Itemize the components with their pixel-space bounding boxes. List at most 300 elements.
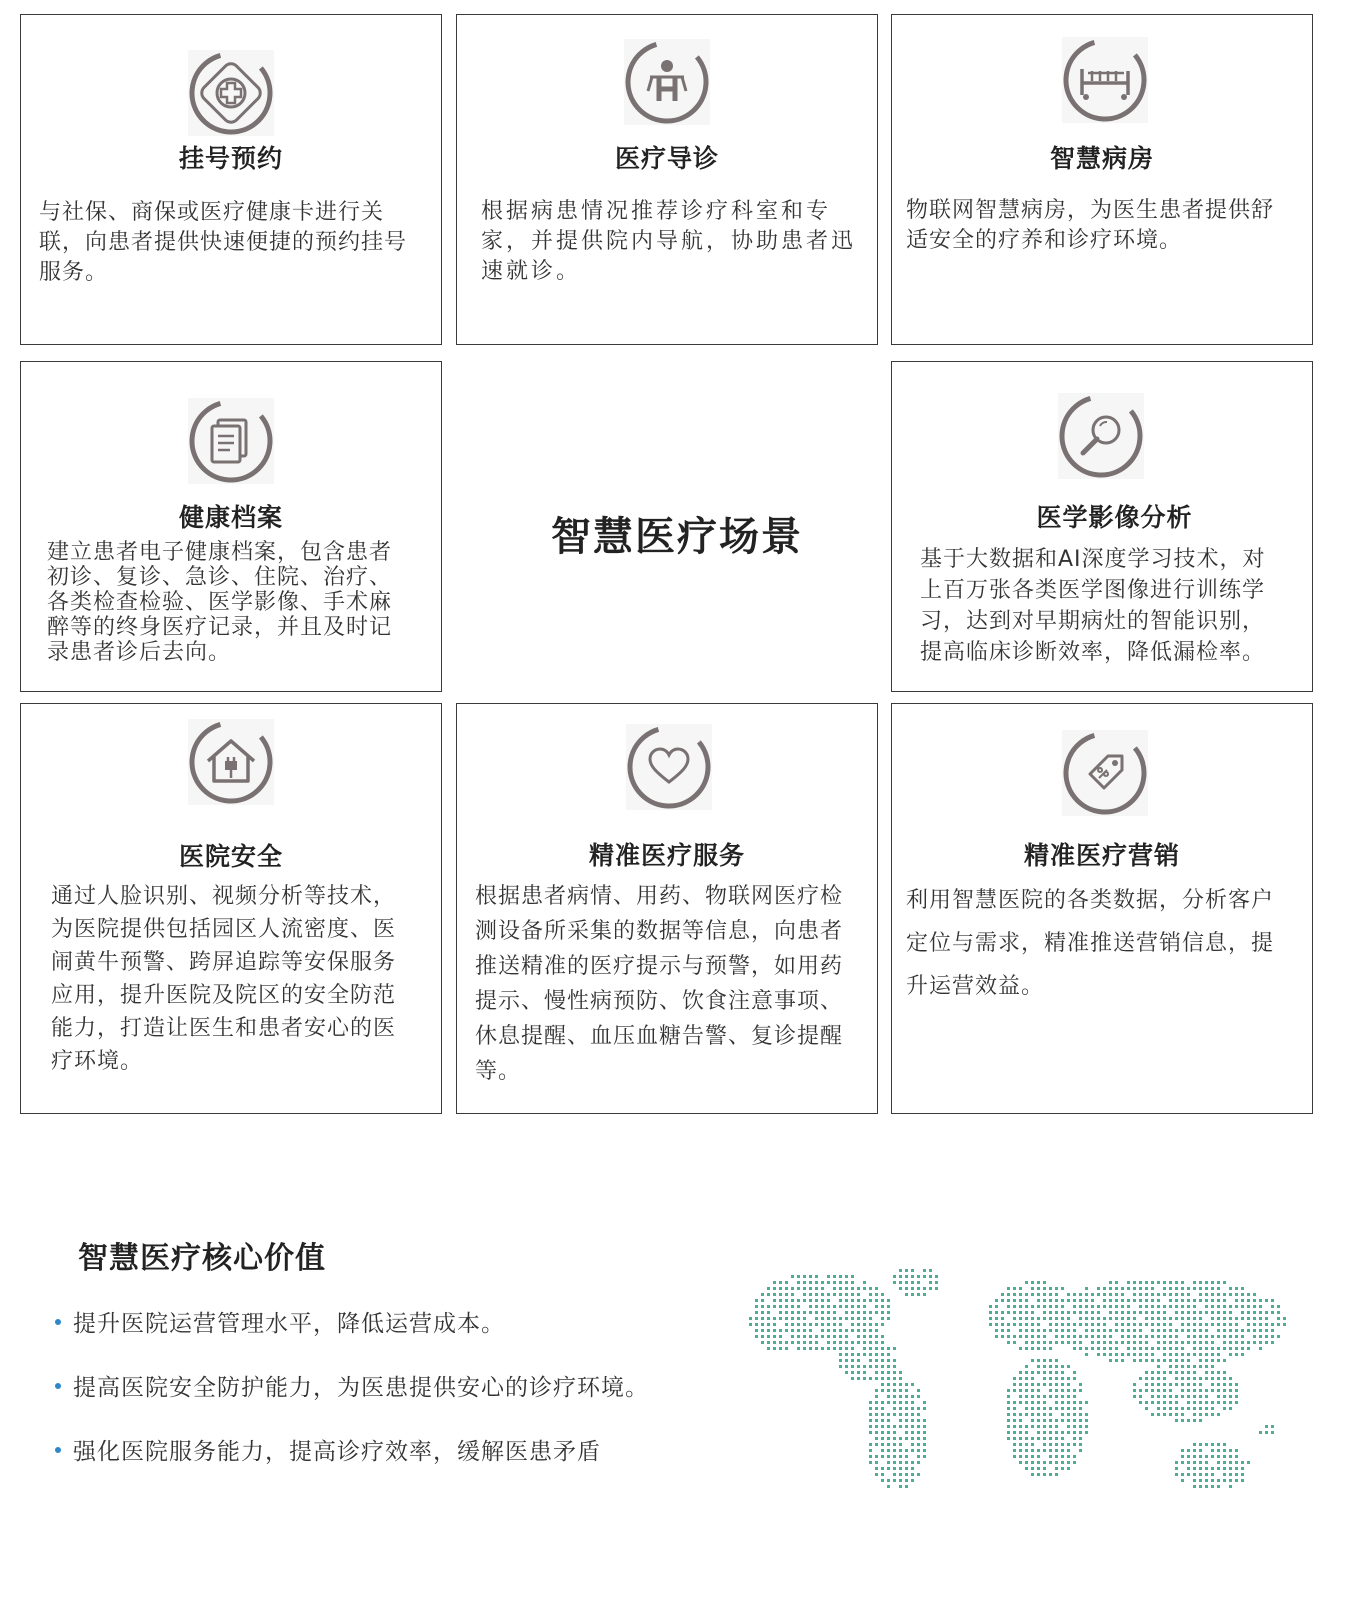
map-dot [1073, 1371, 1076, 1374]
map-dot [1025, 1407, 1028, 1410]
map-dot [1139, 1281, 1142, 1284]
map-dot [1175, 1305, 1178, 1308]
card-description: 物联网智慧病房，为医生患者提供舒 适安全的疗养和诊疗环境。 [906, 198, 1275, 253]
map-dot [1139, 1311, 1142, 1314]
map-dot [1205, 1341, 1208, 1344]
map-dot [1031, 1401, 1034, 1404]
map-dot [1133, 1353, 1136, 1356]
map-dot [1031, 1323, 1034, 1326]
map-dot [1205, 1401, 1208, 1404]
map-dot [1007, 1431, 1010, 1434]
map-dot [1061, 1455, 1064, 1458]
map-dot [755, 1317, 758, 1320]
map-dot [1019, 1401, 1022, 1404]
map-dot [1031, 1419, 1034, 1422]
map-dot [821, 1305, 824, 1308]
map-dot [869, 1449, 872, 1452]
map-dot [1133, 1341, 1136, 1344]
map-dot [755, 1329, 758, 1332]
map-dot [881, 1401, 884, 1404]
map-dot [1217, 1485, 1220, 1488]
map-dot [1253, 1317, 1256, 1320]
map-dot [1253, 1305, 1256, 1308]
card-precision-service[interactable] [456, 703, 878, 1114]
card-precision-marketing[interactable] [891, 703, 1313, 1114]
map-dot [1211, 1371, 1214, 1374]
map-dot [923, 1431, 926, 1434]
map-dot [839, 1365, 842, 1368]
map-dot [1007, 1419, 1010, 1422]
map-dot [1025, 1281, 1028, 1284]
map-dot [1085, 1413, 1088, 1416]
map-dot [1253, 1341, 1256, 1344]
map-dot [1127, 1353, 1130, 1356]
map-dot [803, 1311, 806, 1314]
map-dot [875, 1323, 878, 1326]
map-dot [1133, 1287, 1136, 1290]
map-dot [1241, 1299, 1244, 1302]
map-dot [1145, 1359, 1148, 1362]
map-dot [1121, 1287, 1124, 1290]
map-dot [893, 1473, 896, 1476]
map-dot [1175, 1383, 1178, 1386]
map-dot [1079, 1425, 1082, 1428]
map-dot [1217, 1317, 1220, 1320]
map-dot [1199, 1467, 1202, 1470]
map-dot [1187, 1335, 1190, 1338]
map-dot [1013, 1389, 1016, 1392]
map-dot [1109, 1287, 1112, 1290]
map-dot [1043, 1443, 1046, 1446]
map-dot [887, 1311, 890, 1314]
map-dot [869, 1293, 872, 1296]
map-dot [815, 1281, 818, 1284]
map-dot [1037, 1299, 1040, 1302]
map-dot [905, 1389, 908, 1392]
map-dot [839, 1335, 842, 1338]
map-dot [839, 1287, 842, 1290]
map-dot [803, 1335, 806, 1338]
map-dot [1067, 1365, 1070, 1368]
map-dot [1007, 1413, 1010, 1416]
map-dot [1049, 1413, 1052, 1416]
map-dot [803, 1329, 806, 1332]
map-dot [1073, 1443, 1076, 1446]
map-dot [1169, 1281, 1172, 1284]
map-dot [899, 1413, 902, 1416]
map-dot [1223, 1479, 1226, 1482]
map-dot [845, 1299, 848, 1302]
map-dot [1025, 1311, 1028, 1314]
map-dot [1157, 1341, 1160, 1344]
map-dot [923, 1287, 926, 1290]
map-dot [1031, 1359, 1034, 1362]
map-dot [881, 1473, 884, 1476]
map-dot [1211, 1413, 1214, 1416]
map-dot [803, 1275, 806, 1278]
map-dot [1217, 1479, 1220, 1482]
map-dot [851, 1293, 854, 1296]
map-dot [1217, 1347, 1220, 1350]
map-dot [1073, 1437, 1076, 1440]
map-dot [1163, 1401, 1166, 1404]
map-dot [1073, 1341, 1076, 1344]
map-dot [1049, 1383, 1052, 1386]
map-dot [845, 1287, 848, 1290]
map-dot [875, 1377, 878, 1380]
map-dot [1265, 1317, 1268, 1320]
map-dot [887, 1485, 890, 1488]
map-dot [1151, 1281, 1154, 1284]
map-dot [845, 1365, 848, 1368]
map-dot [1229, 1347, 1232, 1350]
map-dot [1181, 1413, 1184, 1416]
card-title: 精准医疗服务 [588, 841, 745, 870]
map-dot [881, 1305, 884, 1308]
map-dot [1007, 1323, 1010, 1326]
map-dot [1019, 1419, 1022, 1422]
map-dot [839, 1341, 842, 1344]
map-dot [911, 1461, 914, 1464]
map-dot [1217, 1443, 1220, 1446]
map-dot [1163, 1377, 1166, 1380]
map-dot [1145, 1335, 1148, 1338]
map-dot [779, 1329, 782, 1332]
map-dot [1223, 1383, 1226, 1386]
map-dot [899, 1461, 902, 1464]
map-dot [785, 1287, 788, 1290]
map-dot [1067, 1335, 1070, 1338]
map-dot [1199, 1461, 1202, 1464]
map-dot [1049, 1443, 1052, 1446]
map-dot [1181, 1395, 1184, 1398]
map-dot [1217, 1293, 1220, 1296]
map-dot [1229, 1389, 1232, 1392]
map-dot [1121, 1293, 1124, 1296]
map-dot [1103, 1305, 1106, 1308]
map-dot [1139, 1359, 1142, 1362]
map-dot [1187, 1365, 1190, 1368]
map-dot [1199, 1395, 1202, 1398]
map-dot [1181, 1323, 1184, 1326]
map-dot [887, 1353, 890, 1356]
map-dot [1175, 1335, 1178, 1338]
map-dot [1115, 1323, 1118, 1326]
map-dot [1193, 1335, 1196, 1338]
map-dot [881, 1335, 884, 1338]
map-dot [1175, 1377, 1178, 1380]
map-dot [1067, 1467, 1070, 1470]
map-dot [1109, 1329, 1112, 1332]
map-dot [1157, 1383, 1160, 1386]
map-dot [881, 1425, 884, 1428]
map-dot [1223, 1377, 1226, 1380]
map-dot [1175, 1341, 1178, 1344]
map-dot [869, 1401, 872, 1404]
map-dot [767, 1323, 770, 1326]
map-dot [1055, 1323, 1058, 1326]
map-dot [905, 1479, 908, 1482]
map-dot [761, 1323, 764, 1326]
map-dot [1013, 1407, 1016, 1410]
map-dot [803, 1299, 806, 1302]
map-dot [1007, 1299, 1010, 1302]
map-dot [1025, 1377, 1028, 1380]
map-dot [851, 1287, 854, 1290]
map-dot [773, 1305, 776, 1308]
map-dot [1169, 1353, 1172, 1356]
map-dot [797, 1281, 800, 1284]
map-dot [1013, 1305, 1016, 1308]
map-dot [1235, 1401, 1238, 1404]
map-dot [887, 1443, 890, 1446]
map-dot [1229, 1461, 1232, 1464]
map-dot [1217, 1461, 1220, 1464]
map-dot [1127, 1329, 1130, 1332]
map-dot [1019, 1347, 1022, 1350]
map-dot [1169, 1305, 1172, 1308]
map-dot [1277, 1317, 1280, 1320]
map-dot [1229, 1401, 1232, 1404]
map-dot [857, 1353, 860, 1356]
map-dot [1229, 1485, 1232, 1488]
map-dot [1223, 1407, 1226, 1410]
map-dot [1013, 1317, 1016, 1320]
map-dot [1037, 1449, 1040, 1452]
map-dot [1049, 1311, 1052, 1314]
map-dot [875, 1467, 878, 1470]
map-dot [1145, 1299, 1148, 1302]
map-dot [1187, 1371, 1190, 1374]
map-dot [1217, 1359, 1220, 1362]
map-dot [1067, 1461, 1070, 1464]
map-dot [911, 1473, 914, 1476]
map-dot [1187, 1467, 1190, 1470]
map-dot [755, 1311, 758, 1314]
map-dot [1067, 1431, 1070, 1434]
map-dot [1127, 1335, 1130, 1338]
map-dot [797, 1335, 800, 1338]
core-value-list [55, 1305, 649, 1497]
map-dot [1217, 1377, 1220, 1380]
map-dot [1043, 1413, 1046, 1416]
card-smart-ward[interactable] [891, 14, 1313, 345]
map-dot [1037, 1347, 1040, 1350]
map-dot [875, 1395, 878, 1398]
map-dot [917, 1407, 920, 1410]
map-dot [1049, 1287, 1052, 1290]
map-dot [923, 1455, 926, 1458]
map-dot [1013, 1311, 1016, 1314]
map-dot [929, 1281, 932, 1284]
map-dot [995, 1299, 998, 1302]
map-dot [767, 1341, 770, 1344]
map-dot [1031, 1443, 1034, 1446]
map-dot [1199, 1365, 1202, 1368]
map-dot [863, 1377, 866, 1380]
map-dot [863, 1281, 866, 1284]
card-description: 通过人脸识别、视频分析等技术， 为医院提供包括园区人流密度、医 闹黄牛预警、跨屏追踪等安保服务 应用，提升医院及院区的安全防范 能力，打造让医生和患者安心的医 疗环境。 [51, 884, 397, 1074]
map-dot [1163, 1347, 1166, 1350]
map-dot [881, 1407, 884, 1410]
map-dot [1241, 1311, 1244, 1314]
map-dot [1193, 1371, 1196, 1374]
map-dot [1169, 1341, 1172, 1344]
map-dot [1211, 1455, 1214, 1458]
map-dot [905, 1383, 908, 1386]
map-dot [869, 1419, 872, 1422]
map-dot [1127, 1347, 1130, 1350]
map-dot [899, 1455, 902, 1458]
map-dot [839, 1317, 842, 1320]
map-dot [1259, 1335, 1262, 1338]
map-dot [893, 1383, 896, 1386]
map-dot [875, 1365, 878, 1368]
map-dot [1061, 1341, 1064, 1344]
map-dot [1187, 1323, 1190, 1326]
map-dot [1199, 1347, 1202, 1350]
map-dot [1169, 1335, 1172, 1338]
map-dot [1055, 1311, 1058, 1314]
map-dot [1025, 1371, 1028, 1374]
map-dot [815, 1293, 818, 1296]
map-dot [1193, 1287, 1196, 1290]
map-dot [1073, 1377, 1076, 1380]
map-dot [851, 1311, 854, 1314]
map-dot [1025, 1383, 1028, 1386]
map-dot [1085, 1293, 1088, 1296]
map-dot [1025, 1389, 1028, 1392]
map-dot [1019, 1425, 1022, 1428]
map-dot [857, 1335, 860, 1338]
map-dot [1217, 1287, 1220, 1290]
map-dot [1109, 1281, 1112, 1284]
map-dot [1085, 1353, 1088, 1356]
map-dot [1151, 1323, 1154, 1326]
map-dot [1049, 1473, 1052, 1476]
map-dot [917, 1287, 920, 1290]
map-dot [881, 1479, 884, 1482]
map-dot [995, 1317, 998, 1320]
card-hospital-security[interactable] [20, 703, 442, 1114]
map-dot [875, 1455, 878, 1458]
map-dot [785, 1317, 788, 1320]
map-dot [1193, 1461, 1196, 1464]
map-dot [1157, 1305, 1160, 1308]
map-dot [803, 1341, 806, 1344]
map-dot [887, 1365, 890, 1368]
map-dot [875, 1389, 878, 1392]
map-dot [995, 1323, 998, 1326]
card-medical-imaging[interactable] [891, 361, 1313, 692]
map-dot [893, 1413, 896, 1416]
map-dot [815, 1305, 818, 1308]
map-dot [1175, 1401, 1178, 1404]
map-dot [881, 1293, 884, 1296]
map-dot [1037, 1455, 1040, 1458]
map-dot [1217, 1353, 1220, 1356]
map-dot [1061, 1419, 1064, 1422]
card-registration[interactable] [20, 14, 442, 345]
map-dot [893, 1425, 896, 1428]
map-dot [1193, 1383, 1196, 1386]
map-dot [1007, 1341, 1010, 1344]
map-dot [779, 1305, 782, 1308]
map-dot [1175, 1467, 1178, 1470]
map-dot [1055, 1383, 1058, 1386]
map-dot [1097, 1353, 1100, 1356]
card-guidance[interactable] [456, 14, 878, 345]
map-dot [1205, 1455, 1208, 1458]
map-dot [1175, 1395, 1178, 1398]
map-dot [1175, 1371, 1178, 1374]
map-dot [1265, 1425, 1268, 1428]
map-dot [1085, 1311, 1088, 1314]
map-dot [1193, 1305, 1196, 1308]
map-dot [1091, 1323, 1094, 1326]
map-dot [773, 1281, 776, 1284]
world-map-image [745, 1255, 1305, 1545]
map-dot [1181, 1377, 1184, 1380]
map-dot [1067, 1311, 1070, 1314]
map-dot [869, 1455, 872, 1458]
map-dot [1007, 1401, 1010, 1404]
map-dot [1097, 1335, 1100, 1338]
map-dot [1187, 1311, 1190, 1314]
map-dot [881, 1443, 884, 1446]
map-dot [1229, 1287, 1232, 1290]
map-dot [815, 1347, 818, 1350]
map-dot [869, 1299, 872, 1302]
map-dot [1031, 1293, 1034, 1296]
map-dot [761, 1311, 764, 1314]
map-dot [1061, 1305, 1064, 1308]
map-dot [1013, 1431, 1016, 1434]
map-dot [833, 1341, 836, 1344]
hospital-cross-icon [188, 50, 274, 136]
map-dot [881, 1455, 884, 1458]
map-dot [1043, 1299, 1046, 1302]
map-dot [1055, 1305, 1058, 1308]
card-title: 医院安全 [178, 842, 283, 871]
map-dot [1019, 1287, 1022, 1290]
map-dot [1157, 1329, 1160, 1332]
map-dot [803, 1287, 806, 1290]
map-dot [785, 1347, 788, 1350]
map-dot [1205, 1413, 1208, 1416]
map-dot [1205, 1287, 1208, 1290]
map-dot [1037, 1395, 1040, 1398]
map-dot [1271, 1431, 1274, 1434]
map-dot [923, 1293, 926, 1296]
map-dot [1061, 1413, 1064, 1416]
map-dot [1241, 1305, 1244, 1308]
map-dot [1073, 1413, 1076, 1416]
map-dot [839, 1353, 842, 1356]
map-dot [1061, 1323, 1064, 1326]
map-dot [1223, 1455, 1226, 1458]
map-dot [1019, 1293, 1022, 1296]
map-dot [1217, 1413, 1220, 1416]
map-dot [1049, 1323, 1052, 1326]
map-dot [1073, 1419, 1076, 1422]
map-dot [1127, 1281, 1130, 1284]
map-dot [863, 1317, 866, 1320]
card-health-records[interactable] [20, 361, 442, 692]
map-dot [1223, 1449, 1226, 1452]
map-dot [821, 1299, 824, 1302]
map-dot [1169, 1413, 1172, 1416]
